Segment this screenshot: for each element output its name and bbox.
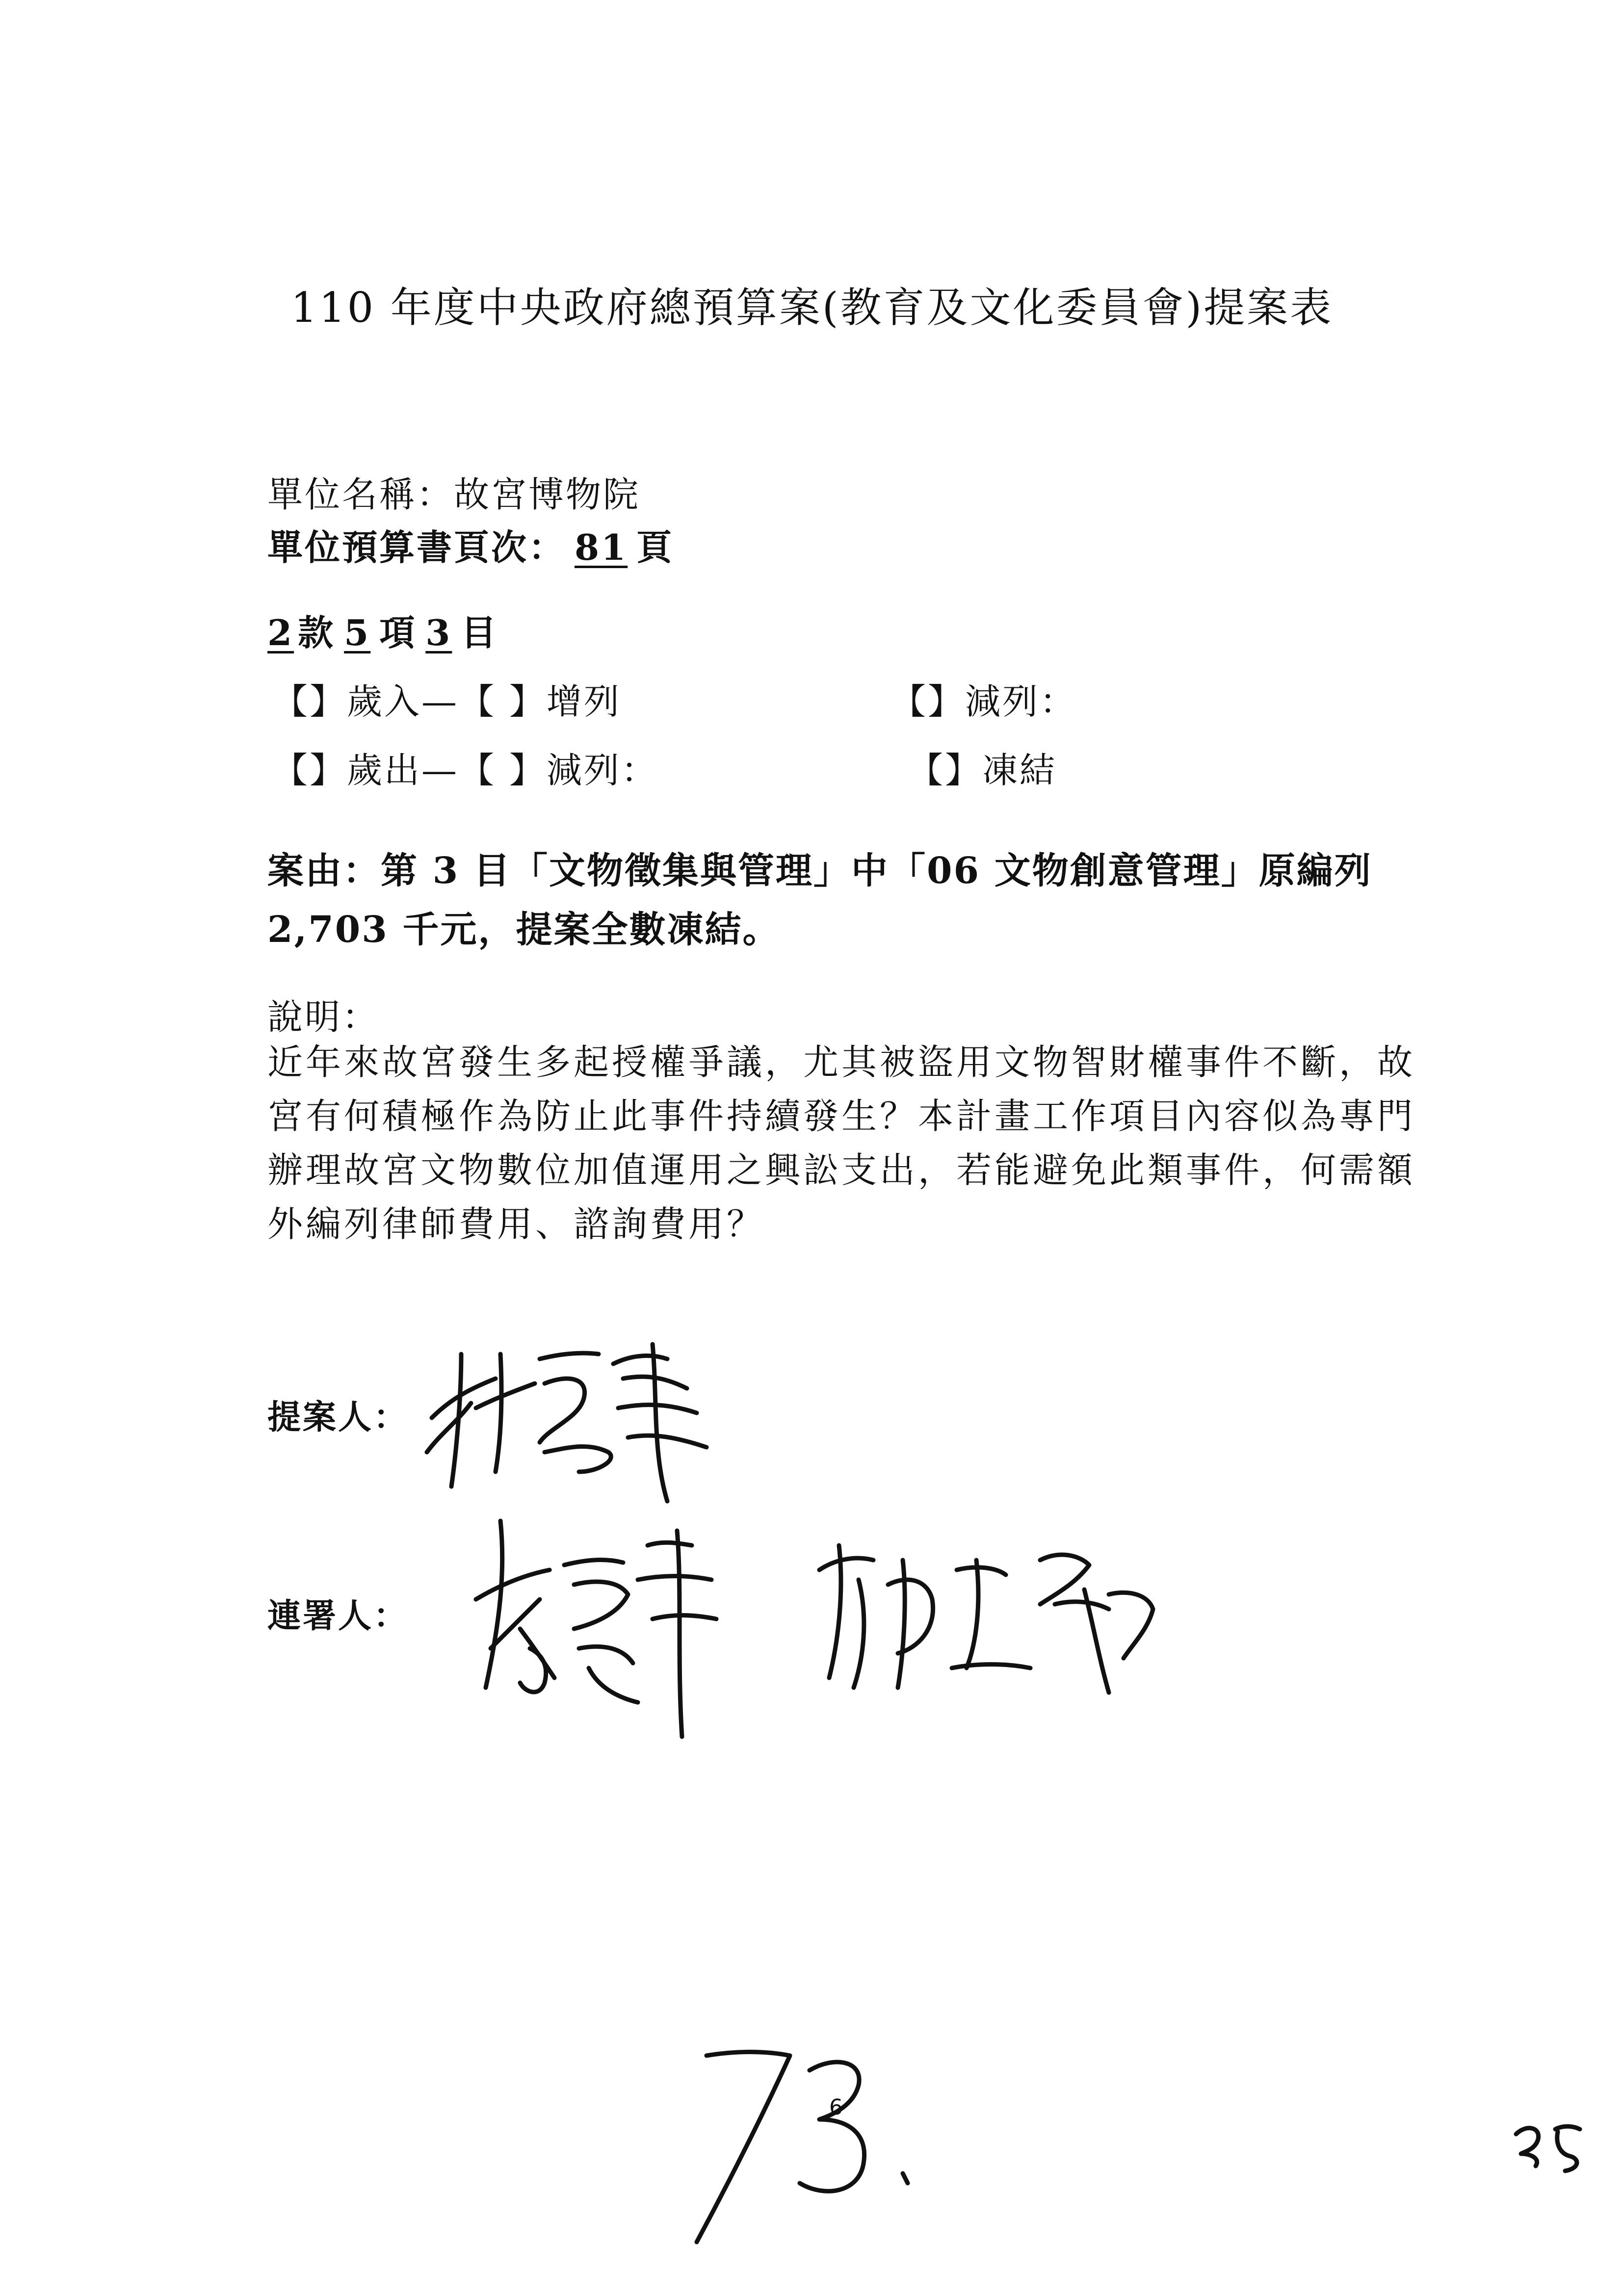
budget-page-line <box>267 519 674 570</box>
freeze-option: 【】凍結 <box>908 750 1057 791</box>
kuan-number: 2 <box>267 612 294 653</box>
budget-page-prefix: 單位預算書頁次： <box>267 526 566 568</box>
cosigner-signature-2 <box>810 1531 1163 1717</box>
explanation-body: 近年來故宮發生多起授權爭議，尤其被盜用文物智財權事件不斷，故宮有何積極作為防止此事件持續發生？本計畫工作項目內容似為專門辦理故宮文物數位加值運用之興訟支出，若能避免此類事件，何需額外編列律師費用、諮詢費用？ <box>267 1042 1416 1245</box>
mu-label: 目 <box>461 612 498 653</box>
kuan-label: 款 <box>298 612 336 653</box>
revenue-reduce-option: 【】減列： <box>891 681 1077 722</box>
budget-page-suffix: 頁 <box>636 526 674 568</box>
proposal-reason: 案由：第 3 目「文物徵集與管理」中「06 文物創意管理」原編列 2,703 千元，提案全數凍結。 <box>267 850 1372 951</box>
budget-page-number: 81 <box>575 526 628 568</box>
mu-number: 3 <box>425 612 452 653</box>
page-title: 110 年度中央政府總預算案(教育及文化委員會)提案表 <box>290 284 1334 332</box>
cosigner-signature-1 <box>471 1501 746 1756</box>
handwritten-corner-annotation <box>1511 2119 1585 2173</box>
budget-item-line <box>267 604 498 655</box>
proposer-signature <box>422 1325 726 1531</box>
page-number: 6 <box>829 2095 843 2120</box>
unit-name: 單位名稱：故宮博物院 <box>267 474 641 515</box>
revenue-option: 【】歲入—【 】增列 <box>272 681 621 722</box>
cosigner-label: 連署人： <box>267 1596 409 1636</box>
handwritten-page-annotation <box>677 2036 932 2252</box>
explanation-heading: 說明： <box>267 996 380 1038</box>
xiang-label: 項 <box>379 612 417 653</box>
proposer-label: 提案人： <box>267 1398 409 1437</box>
xiang-number: 5 <box>344 612 371 653</box>
expense-option: 【】歲出—【 】減列： <box>272 750 658 791</box>
